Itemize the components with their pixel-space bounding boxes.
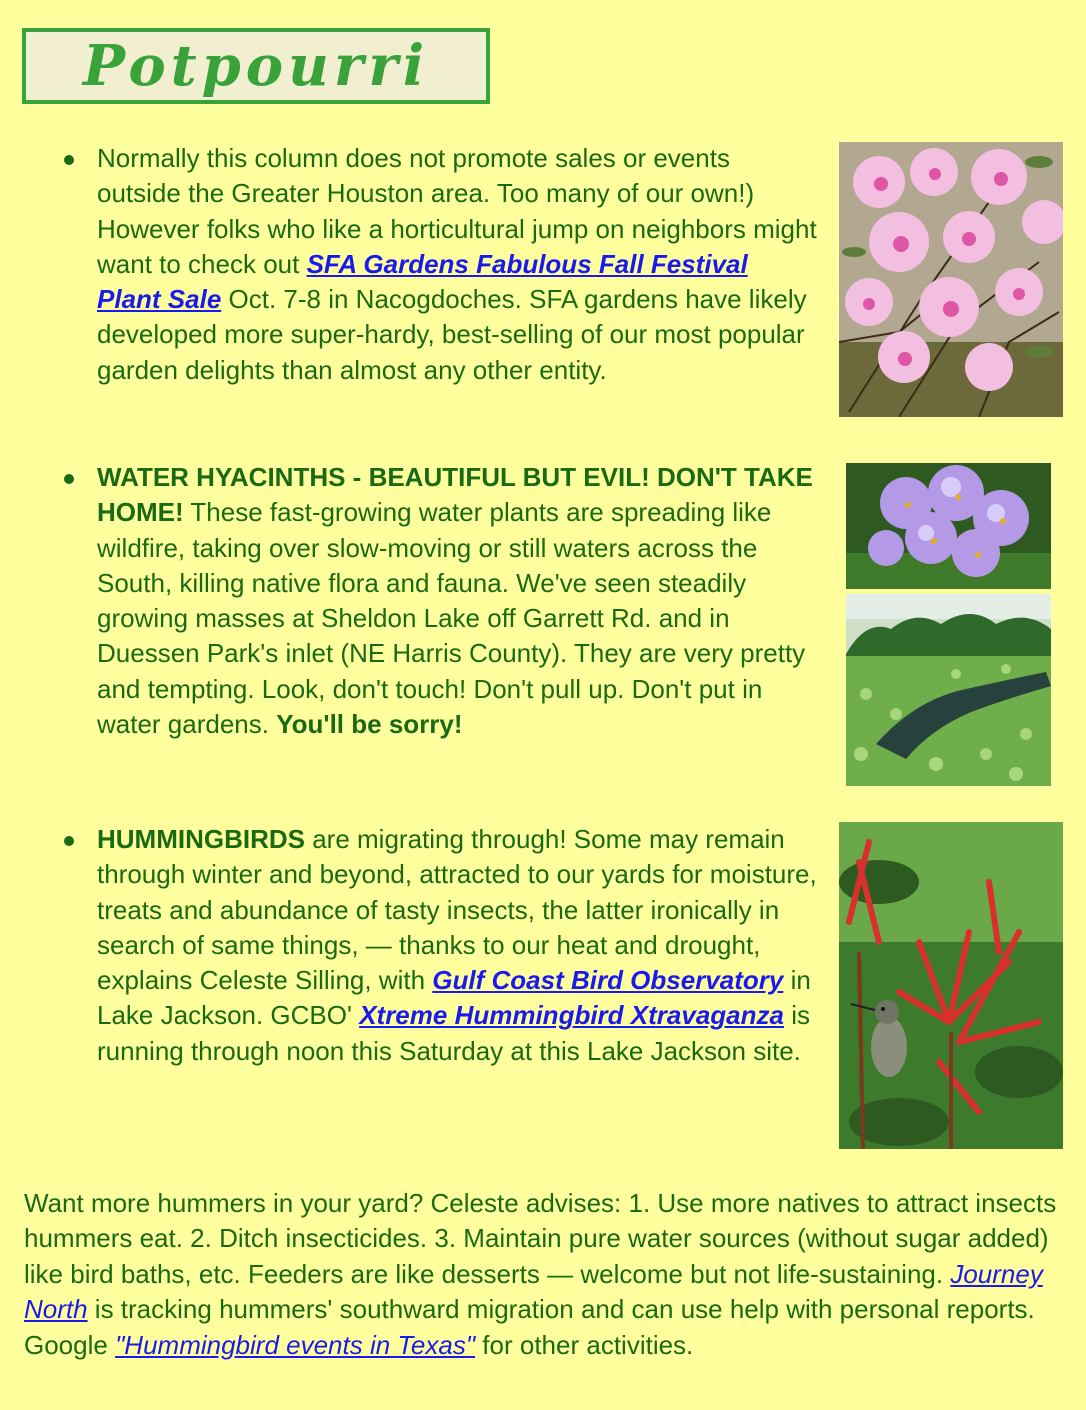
gcbo-link[interactable]: Gulf Coast Bird Observatory — [432, 965, 784, 996]
bullet-icon — [64, 474, 74, 484]
item-text: Normally this column does not promote sales or events outside the Greater Houston area. Too many of our own!) However folks who like a horticultural jump on neighbors might want to check out SFA Gardens Fabulous Fall Festival Plant Sale Oct. 7-8 in Nacogdoches. SFA gardens have likely developed more super-hardy, best-selling of our most popular garden delights than almost any other entity. — [97, 143, 817, 385]
potpourri-banner — [22, 28, 490, 104]
bullet-icon — [64, 836, 74, 846]
journey-north-link[interactable]: Journey North — [24, 1258, 1043, 1325]
item-text: WATER HYACINTHS - BEAUTIFUL BUT EVIL! DON'T TAKE HOME! These fast-growing water plants are spreading like wildfire, taking over slow-moving or still waters across the South, killing native flora and fauna. We've seen steadily growing masses at Sheldon Lake off Garrett Rd. and in Duessen Park's inlet (NE Harris County). They are very pretty and tempting. Look, don't touch! Don't pull up. Don't put in water gardens. You'll be sorry! — [97, 462, 813, 740]
azalea-photo — [839, 142, 1063, 417]
hyacinth-lake-photo — [846, 594, 1051, 786]
hummingbird-events-link[interactable]: "Hummingbird events in Texas" — [115, 1329, 476, 1360]
item-text: HUMMINGBIRDS are migrating through! Some may remain through winter and beyond, attracted to our yards for moisture, treats and abundance of tasty insects, the latter ironically in search of same things, — thanks to our heat and drought, explains Celeste Silling, with Gulf Coast Bird Observatory in Lake Jackson. GCBO' Xtreme Hummingbird Xtravaganza is running through noon this Saturday at this Lake Jackson site. — [97, 824, 817, 1066]
bullet-icon — [64, 155, 74, 165]
footer-paragraph: Want more hummers in your yard? Celeste advises: 1. Use more natives to attract insects hummers eat. 2. Ditch insecticides. 3. Maintain pure water sources (without sugar added) like bird baths, etc. Feeders are like desserts — welcome but not life-sustaining. Journey North is tracking hummers' southward migration and can use help with personal reports. Google "Hummingbird events in Texas" for other activities. — [24, 1188, 1057, 1360]
hyacinth-flower-photo — [846, 463, 1051, 589]
xtravaganza-link[interactable]: Xtreme Hummingbird Xtravaganza — [359, 1000, 784, 1031]
banner-title: Potpourri — [82, 33, 430, 99]
hummingbird-photo — [839, 822, 1063, 1149]
sfa-sale-link[interactable]: SFA Gardens Fabulous Fall Festival Plant Sale — [97, 248, 748, 315]
